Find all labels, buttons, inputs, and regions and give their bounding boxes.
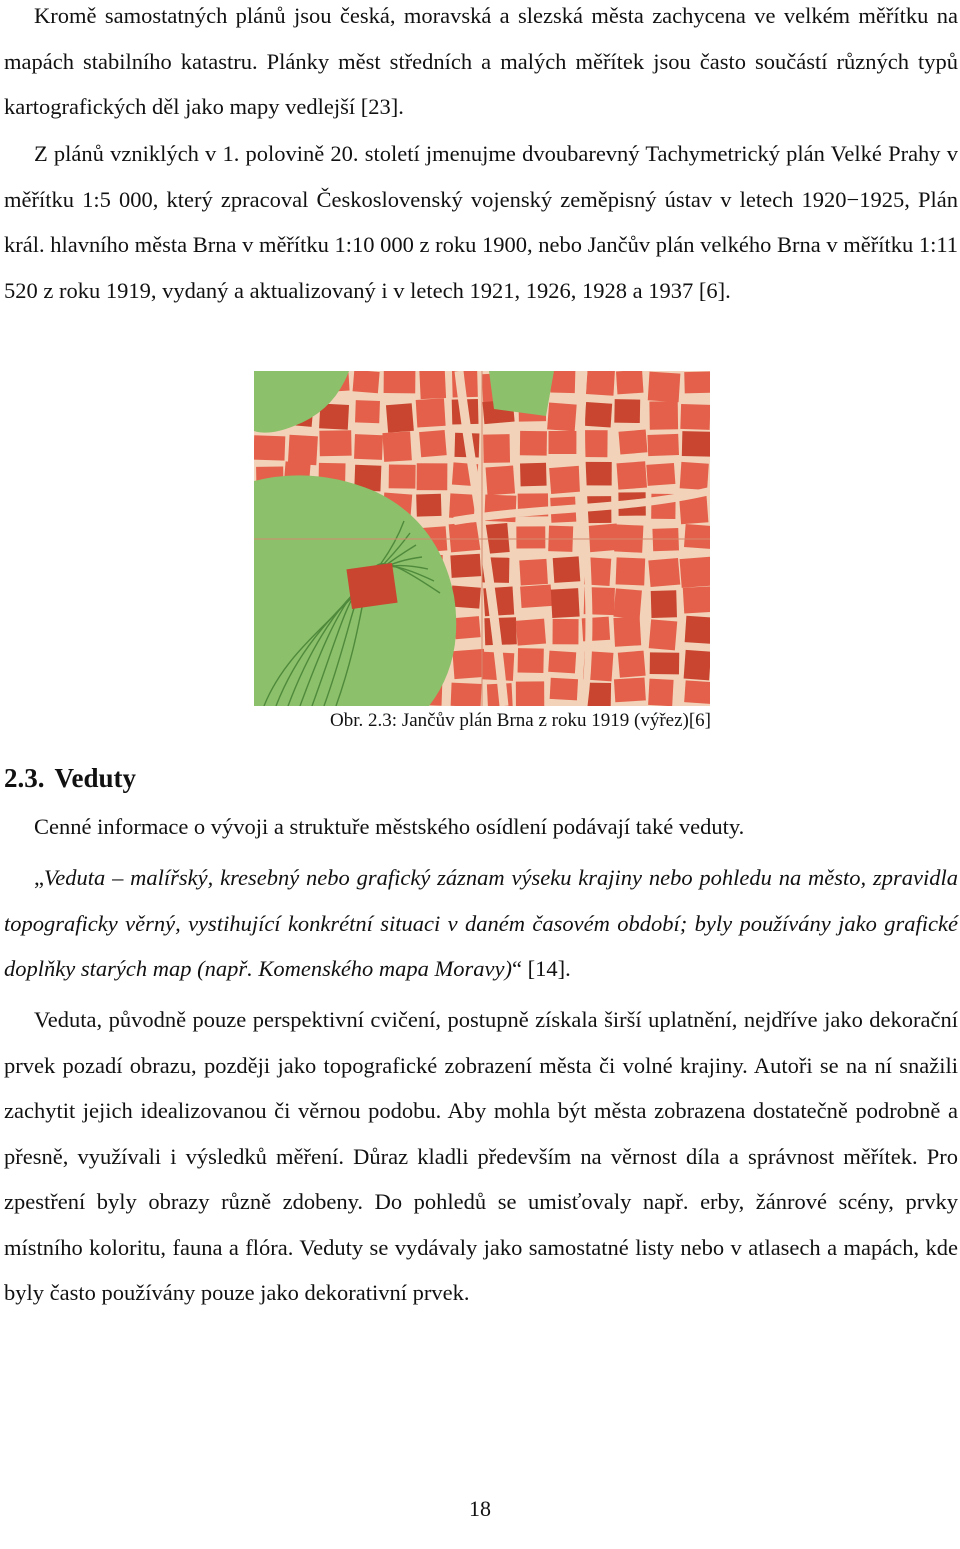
map-building-block <box>519 559 548 586</box>
map-building-block <box>684 650 710 680</box>
map-building-block <box>650 652 680 674</box>
map-building-block <box>516 526 545 548</box>
map-building-block <box>486 466 516 496</box>
map-building-block <box>648 558 680 587</box>
map-building-block <box>583 430 608 457</box>
map-building-block <box>389 465 416 489</box>
map-building-block <box>614 399 640 423</box>
map-building-block <box>647 434 679 456</box>
map-building-block <box>520 431 547 456</box>
veduta-definition-quote: Veduta – malířský, kresebný nebo grafický záznam výseku krajiny nebo pohledu na město, zpravidla topograficky věrný, vystihující konkrétní situaci v daném časovém období; byly používány jako grafické doplňky starých map (např. Komenského mapa Moravy) <box>4 865 958 981</box>
map-building-block <box>684 680 710 704</box>
map-building-block <box>386 403 414 433</box>
map-building-block <box>551 588 580 618</box>
map-building-block <box>616 557 646 585</box>
map-park-square <box>489 371 554 416</box>
map-building-block <box>452 649 486 679</box>
map-building-block <box>680 404 710 430</box>
map-building-block <box>547 403 577 432</box>
map-building-block <box>618 651 646 678</box>
paragraph-veduta-history: Veduta, původně pouze perspektivní cvičení, postupně získala širší uplatnění, nejdříve jako dekorační prvek pozadí obrazu, později jako topografické zobrazení města či volné krajiny. Autoři se na ní snažili zachytit jejich idealizovanou či věrnou podobu. Aby mohla být města zobrazena dostatečně podrobně a přesně, využívali i výsledků měření. Důraz kladli především na věrnost díla a správnost měřítek. Pro zpestření byly obrazy různě zdobeny. Do pohledů se umisťovaly např. erby, žánrové scény, prvky místního koloritu, fauna a flóra. Veduty se vydávaly jako samostatné listy nebo v atlasech a mapách, kde byly často používány pouze jako dekorativní prvek. <box>4 1007 958 1305</box>
section-title: Veduty <box>54 763 137 793</box>
map-building-block <box>417 463 448 490</box>
map-building-block <box>652 528 679 551</box>
map-building-block <box>354 434 383 460</box>
map-building-block <box>548 651 576 674</box>
opening-quote: „ <box>34 865 44 890</box>
map-building-block <box>450 554 481 578</box>
map-image <box>254 371 710 706</box>
map-building-block <box>614 677 646 702</box>
map-building-block <box>416 494 441 517</box>
map-building-block <box>682 431 710 457</box>
map-building-block <box>584 462 612 486</box>
map-building-block <box>680 557 710 588</box>
map-building-block <box>619 430 648 455</box>
map-building-block <box>483 434 510 463</box>
map-building-block <box>520 584 552 608</box>
map-building-block <box>617 461 648 489</box>
map-building-block <box>548 431 576 454</box>
map-building-block <box>419 430 447 457</box>
map-building-block <box>651 590 677 618</box>
map-building-block <box>616 371 644 394</box>
map-building-block <box>648 372 681 403</box>
map-building-block <box>549 466 581 494</box>
map-building-block <box>553 556 581 583</box>
page-number: 18 <box>469 1496 491 1521</box>
map-building-block <box>684 524 710 549</box>
map-building-block <box>586 683 611 706</box>
paragraph-plans-20th-century: Z plánů vzniklých v 1. polovině 20. století jmenujme dvoubarevný Tachymetrický plán Velké Prahy v měřítku 1:5 000, který zpracoval Československý vojenský zeměpisný ústav v letech 1920−1925, Plán král. hlavního města Brna v měřítku 1:10 000 z roku 1900, nebo Jančův plán velkého Brna v měřítku 1:11 520 z roku 1919, vydaný a aktualizovaný i v letech 1921, 1926, 1928 a 1937 [6]. <box>4 141 958 303</box>
map-building-block <box>585 402 613 428</box>
map-building-block <box>613 588 641 618</box>
map-building-block <box>649 619 678 650</box>
map-building-block <box>586 371 615 396</box>
map-building-block <box>684 371 710 393</box>
map-building-block <box>454 616 481 639</box>
map-building-block <box>382 431 411 462</box>
paragraph-veduty-intro: Cenné informace o vývoji a struktuře městského osídlení podávají také veduty. <box>34 814 745 839</box>
section-number: 2.3. <box>4 763 45 793</box>
map-building-block <box>520 463 547 487</box>
map-building-block <box>553 619 579 644</box>
map-building-block <box>416 398 446 427</box>
map-building-block <box>613 617 641 647</box>
map-building-block <box>451 683 482 706</box>
map-building-block <box>516 681 544 706</box>
section-heading <box>4 758 136 798</box>
map-building-block <box>683 586 710 613</box>
closing-quote-citation: “ [14]. <box>512 956 571 981</box>
map-building-block <box>355 400 380 423</box>
map-building-block <box>518 648 544 673</box>
map-building-block <box>649 401 678 430</box>
paragraph-veduta-definition <box>4 855 958 992</box>
map-building-block <box>550 371 575 393</box>
map-fortress <box>346 563 397 609</box>
map-building-block <box>550 678 578 701</box>
map-building-block <box>646 463 675 486</box>
map-building-block <box>384 371 416 393</box>
map-building-block <box>586 524 619 553</box>
paragraph-plans-cadastre: Kromě samostatných plánů jsou česká, moravská a slezská města zachycena ve velkém měřítku na mapách stabilního katastru. Plánky měst středních a malých měřítek jsou často součástí různých typů kartografických děl jako mapy vedlejší [23]. <box>4 3 958 119</box>
map-building-block <box>288 435 318 465</box>
map-building-block <box>680 462 709 490</box>
map-building-block <box>516 619 546 646</box>
map-building-block <box>419 371 446 399</box>
map-building-block <box>648 679 673 706</box>
map-building-block <box>353 371 380 393</box>
map-building-block <box>319 430 351 456</box>
map-building-block <box>685 616 710 644</box>
map-building-block <box>449 522 481 552</box>
figure-caption: Obr. 2.3: Jančův plán Brna z roku 1919 (výřez)[6] <box>330 710 711 731</box>
figure-map-brno <box>254 371 710 706</box>
map-building-block <box>254 435 285 460</box>
